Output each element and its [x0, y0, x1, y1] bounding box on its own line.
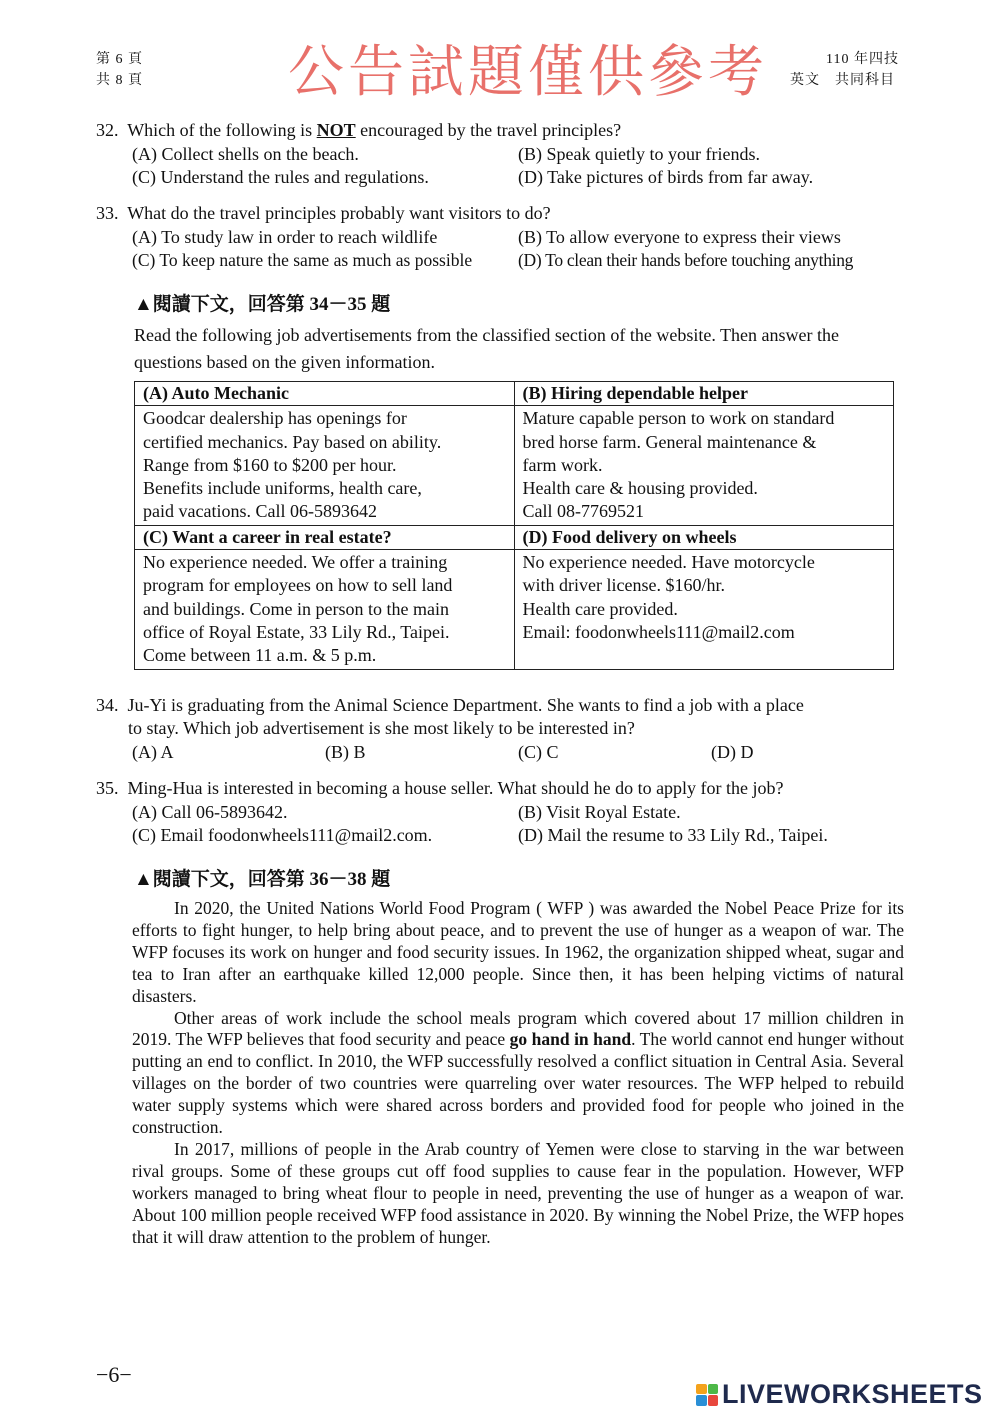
ad-c-body	[135, 550, 515, 669]
q34-option-c[interactable]: (C) C	[518, 742, 559, 762]
question-34-line2: to stay. Which job advertisement is she most likely to be interested in?	[128, 718, 635, 738]
q34-option-b[interactable]: (B) B	[325, 742, 366, 762]
q32-option-a[interactable]: (A) Collect shells on the beach.	[132, 144, 359, 164]
q32-option-c[interactable]: (C) Understand the rules and regulations.	[132, 167, 429, 187]
paragraph-text: . The world cannot end hunger without putting an end to conflict. In 2010, the WFP successfully resolved a conflict situation in Central Asia. Several villages on the border of two countries were quarreling over water resources. The WFP helped to rebuild water supply systems which were shared across borders and provided food for people who joined in the construction.	[132, 1029, 905, 1138]
ad-a-title: (A) Auto Mechanic	[135, 382, 515, 406]
q35-option-b[interactable]: (B) Visit Royal Estate.	[518, 802, 681, 822]
question-text: What do the travel principles probably want visitors to do?	[127, 203, 551, 223]
ad-line: Goodcar dealership has openings for	[143, 408, 407, 429]
q33-option-d[interactable]: (D) To clean their hands before touching anything	[518, 250, 854, 270]
q33-option-b[interactable]: (B) To allow everyone to express their views	[518, 227, 841, 247]
ad-line: office of Royal Estate, 33 Lily Rd., Taipei.	[143, 621, 450, 642]
ad-line: with driver license. $160/hr.	[522, 575, 725, 596]
ad-line: paid vacations. Call 06-5893642	[143, 501, 377, 522]
question-32	[96, 119, 621, 142]
ad-line: No experience needed. We offer a training	[143, 552, 448, 573]
question-text-pre: Which of the following is	[127, 120, 317, 140]
ad-line: Call 08-7769521	[522, 501, 644, 522]
q34-option-a[interactable]: (A) A	[132, 742, 174, 762]
ad-c-title: (C) Want a career in real estate?	[135, 525, 515, 549]
liveworksheets-logo[interactable]	[696, 1379, 983, 1410]
question-35	[96, 777, 784, 800]
ad-d-title: (D) Food delivery on wheels	[514, 525, 894, 549]
ad-b-title: (B) Hiring dependable helper	[514, 382, 894, 406]
ad-line: Benefits include uniforms, health care,	[143, 478, 422, 499]
ad-line: Health care provided.	[522, 598, 678, 619]
ad-a-body	[135, 406, 515, 525]
paragraph-text: Other areas of work include the school meals program which covered about 17 million children in 2019. The WFP believes that food security and peace	[132, 1007, 904, 1050]
ad-b-body	[514, 406, 894, 525]
passage-paragraph-2	[132, 1008, 904, 1139]
question-text-post: encouraged by the travel principles?	[355, 120, 622, 140]
ad-line: No experience needed. Have motorcycle	[522, 552, 815, 573]
exam-subject: 英文 共同科目	[790, 73, 895, 88]
q35-option-a[interactable]: (A) Call 06-5893642.	[132, 802, 288, 822]
question-number: 35.	[96, 778, 119, 798]
question-33	[96, 202, 551, 225]
ad-line: certified mechanics. Pay based on ability.	[143, 431, 442, 452]
reading-passage	[132, 898, 904, 1249]
q33-option-a[interactable]: (A) To study law in order to reach wildlife	[132, 227, 438, 247]
section-intro: Read the following job advertisements from the classified section of the website. Then answer the questions based on the given information.	[134, 325, 839, 372]
logo-text: LIVEWORKSHEETS	[722, 1379, 983, 1409]
ad-line: Email: foodonwheels111@mail2.com	[522, 621, 795, 642]
q32-option-b[interactable]: (B) Speak quietly to your friends.	[518, 144, 760, 164]
question-text: Ming-Hua is interested in becoming a house seller. What should he do to apply for the job?	[127, 778, 784, 798]
section-heading-34-35: ▲閱讀下文，回答第 34－35 題	[134, 294, 391, 315]
page-number: −6−	[96, 1362, 132, 1387]
highlighted-phrase: go hand in hand	[509, 1029, 632, 1050]
question-34	[96, 694, 804, 717]
question-number: 32.	[96, 120, 119, 140]
q34-option-d[interactable]: (D) D	[711, 742, 754, 762]
page-label: 第 6 頁	[96, 52, 143, 67]
question-number: 33.	[96, 203, 119, 223]
ad-line: Come between 11 a.m. & 5 p.m.	[143, 645, 377, 666]
ad-line: and buildings. Come in person to the main	[143, 598, 449, 619]
ad-line: bred horse farm. General maintenance &	[522, 431, 817, 452]
reference-banner: 公告試題僅供參考	[288, 40, 768, 105]
q33-option-c[interactable]: (C) To keep nature the same as much as possible	[132, 250, 473, 270]
exam-year: 110 年四技	[826, 52, 899, 67]
logo-mark-icon	[696, 1384, 718, 1406]
q32-option-d[interactable]: (D) Take pictures of birds from far away.	[518, 167, 814, 187]
question-text-line1: Ju-Yi is graduating from the Animal Science Department. She wants to find a job with a place	[127, 695, 804, 715]
total-pages-label: 共 8 頁	[96, 73, 143, 88]
ad-line: Health care & housing provided.	[522, 478, 758, 499]
passage-paragraph-3: In 2017, millions of people in the Arab country of Yemen were close to starving in the war between rival groups. Some of these groups cut off food supplies to cause fear in the population. However, WFP workers managed to bring wheat flour to people in need, preventing the use of hunger as a weapon of war. About 100 million people received WFP food assistance in 2020. By winning the Nobel Prize, the WFP hopes that it will draw attention to the problem of hunger.	[132, 1138, 904, 1247]
q35-option-d[interactable]: (D) Mail the resume to 33 Lily Rd., Taipei.	[518, 825, 828, 845]
section-heading-36-38: ▲閱讀下文，回答第 36－38 題	[134, 869, 391, 890]
question-emphasis: NOT	[316, 120, 356, 140]
q35-option-c[interactable]: (C) Email foodonwheels111@mail2.com.	[132, 825, 433, 845]
ad-d-body	[514, 550, 894, 669]
ad-line: Range from $160 to $200 per hour.	[143, 454, 397, 475]
question-number: 34.	[96, 695, 119, 715]
ad-line: program for employees on how to sell land	[143, 575, 453, 596]
passage-paragraph-1: In 2020, the United Nations World Food Program ( WFP ) was awarded the Nobel Peace Prize for its efforts to fight hunger, to help bring about peace, and to prevent the use of hunger as a weapon of war. The WFP focuses its work on hunger and food security issues. In 1962, the organization shipped wheat, sugar and tea to Iran after an earthquake killed 12,000 people. Since then, it has been helping victims of natural disasters.	[132, 898, 904, 1006]
ad-line: Mature capable person to work on standard	[522, 408, 835, 429]
job-ads-table	[134, 381, 894, 670]
ad-line: farm work.	[522, 454, 603, 475]
